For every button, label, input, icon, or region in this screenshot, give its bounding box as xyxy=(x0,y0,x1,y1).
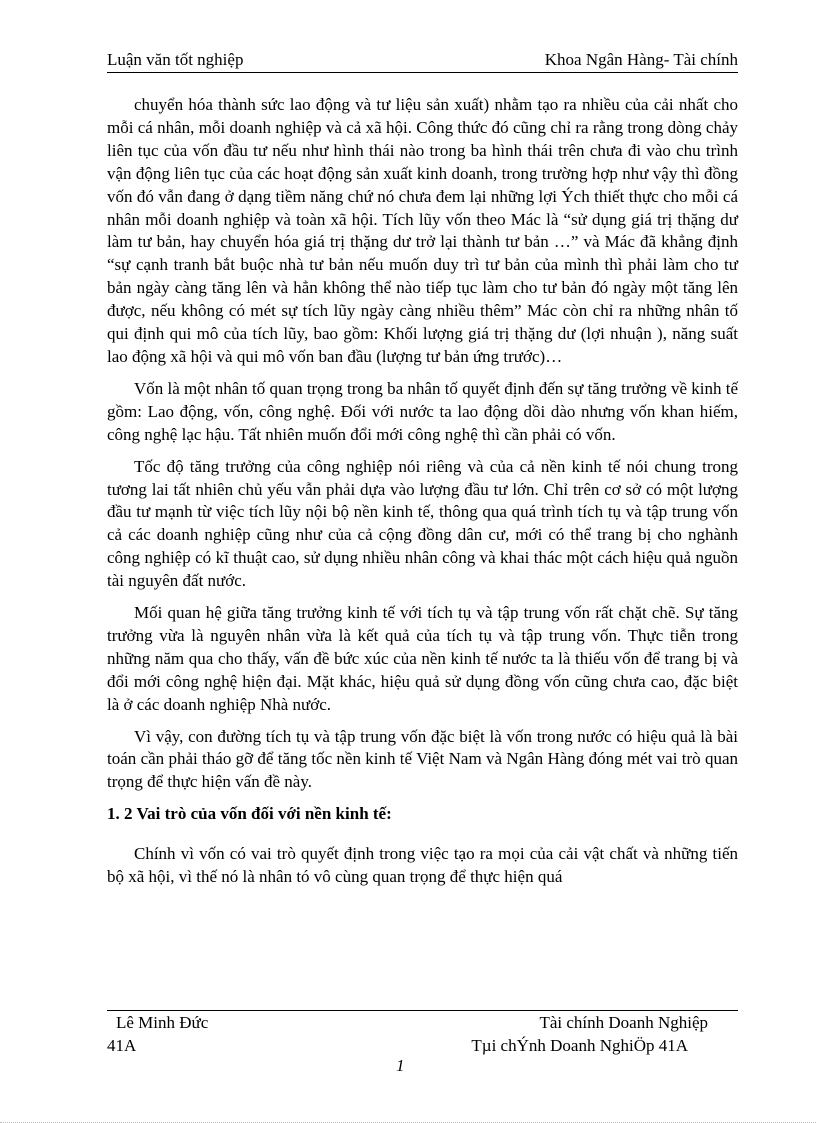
page-header xyxy=(107,48,738,74)
footer-author-class: 41A xyxy=(107,1036,137,1055)
paragraph-role-of-capital: Chính vì vốn có vai trò quyết định trong việc tạo ra mọi của cải vật chất và những tiến bộ xã hội, vì thế nó là nhân tó vô cùng quan trọng để thực hiện quá xyxy=(107,844,738,887)
footer-author-name: Lê Minh Đức xyxy=(116,1013,209,1032)
paragraph-capital-growth-factor: Vốn là một nhân tố quan trọng trong ba nhân tố quyết định đến sự tăng trưởng về kinh tế gồm: Lao động, vốn, công nghệ. Đối với nước ta lao động dồi dào nhưng vốn khan hiếm, công nghệ lạc hậu. Tất nhiên muốn đổi mới công nghệ thì cần phải có vốn. xyxy=(107,378,738,444)
footer-divider xyxy=(107,1010,738,1011)
paragraph-capital-accumulation: chuyển hóa thành sức lao động và tư liệu sản xuất) nhằm tạo ra nhiều của cải nhất cho mỗi cá nhân, mỗi doanh nghiệp và cả xã hội. Công thức đó cũng chỉ ra rằng trong dòng chảy liên tục của vốn đầu tư nếu như hình thái nào trong ba hình thái trên chưa đi vào chu trình vận động liên tục của các hoạt động sản xuất kinh doanh, trong trường hợp như vậy thì đồng vốn đó vẫn đang ở dạng tiềm năng chứ nó chưa đem lại những lợi Ých thiết thực cho mỗi cá nhân mỗi doanh nghiệp và toàn xã hội. Tích lũy vốn theo Mác là “sử dụng giá trị thặng dư làm tư bản, hay chuyển hóa giá trị thặng dư trở lại thành tư bản …” và Mác đã khẳng định “sự cạnh tranh bắt buộc nhà tư bản nếu muốn duy trì tư bản của mình thì phải làm cho tư bản ngày càng tăng lên và hẳn không thể nào tiếp tục làm cho tư bản đó ngày một tăng lên được, nếu không có mét sự tích lũy ngày càng nhiều thêm” Mác còn chỉ ra những nhân tố qui định qui mô của tích lũy, bao gồm: Khối lượng giá trị thặng dư (lợi nhuận ), năng suất lao động xã hội và qui mô vốn ban đầu (lượng tư bản ứng trước)… xyxy=(107,95,738,366)
header-divider xyxy=(107,72,738,73)
section-heading: 1. 2 Vai trò của vốn đối với nền kinh tế: xyxy=(107,804,392,824)
header-thesis-label: Luận văn tốt nghiệp xyxy=(107,50,244,69)
page-number: 1 xyxy=(396,1056,405,1075)
footer-department-class: Tµi chÝnh Doanh NghiÖp 41A xyxy=(471,1036,688,1055)
paragraph-conclusion: Vì vậy, con đường tích tụ và tập trung vốn đặc biệt là vốn trong nước có hiệu quả là bài toán cần phải tháo gỡ để tăng tốc nền kinh tế Việt Nam và Ngân Hàng đóng mét vai trò quan trọng để thực hiện vấn đề này. xyxy=(107,726,738,792)
header-faculty-label: Khoa Ngân Hàng- Tài chính xyxy=(544,50,738,69)
paragraph-growth-relationship: Mối quan hệ giữa tăng trưởng kinh tế với tích tụ và tập trung vốn rất chặt chẽ. Sự tăng trưởng vừa là nguyên nhân vừa là kết quả của tích tụ và tập trung vốn. Thực tiễn trong những năm qua cho thấy, vấn đề bức xúc của nền kinh tế nước ta là thiếu vốn để trang bị và đổi mới công nghệ hiện đại. Mặt khác, hiệu quả sử dụng đồng vốn cũng chưa cao, đặc biệt là ở các doanh nghiệp Nhà nước. xyxy=(107,603,738,714)
page-body xyxy=(107,94,738,898)
paragraph-industrial-growth: Tốc độ tăng trưởng của công nghiệp nói riêng và của cả nền kinh tế nói chung trong tương lai tất nhiên chủ yếu vẫn phải dựa vào lượng đầu tư lớn. Chỉ trên cơ sở có một lượng đầu tư mạnh từ việc tích lũy nội bộ nền kinh tế, thông qua quá trình tích tụ và tập trung vốn cả các doanh nghiệp cũng như của cả cộng đồng dân cư, mới có thể trang bị cho nghành công nghiệp có kĩ thuật cao, sử dụng nhiều nhân công và khai thác một cách hiệu quả nguồn tài nguyên đất nước. xyxy=(107,456,738,591)
footer-department: Tài chính Doanh Nghiệp xyxy=(539,1013,708,1032)
